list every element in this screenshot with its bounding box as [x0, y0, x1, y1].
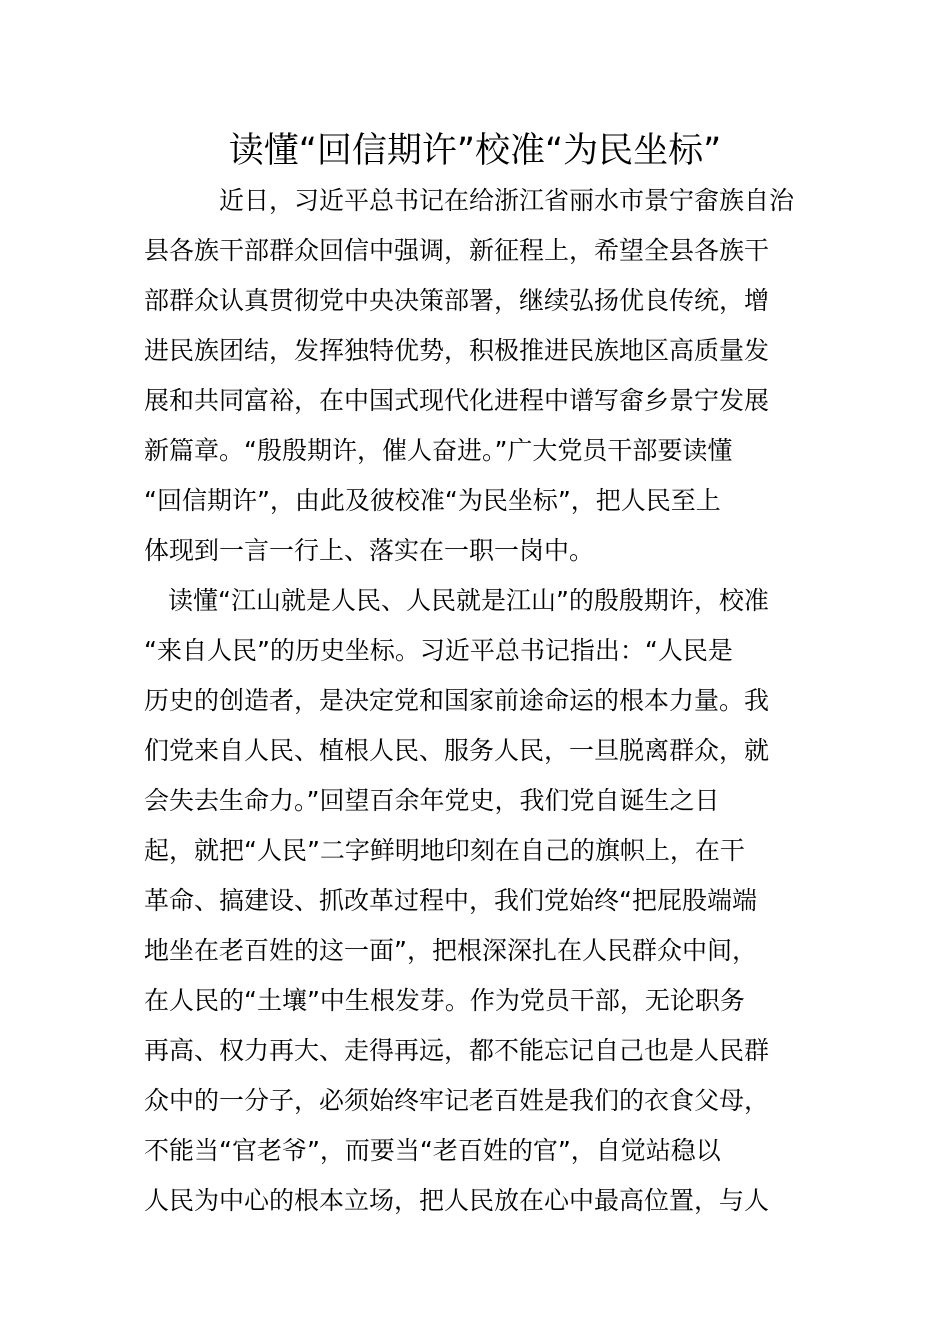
paragraph-2-line-6: 起，就把“人民”二字鲜明地印刻在自己的旗帜上，在干	[144, 836, 745, 865]
paragraph-1-line-3: 部群众认真贯彻党中央决策部署，继续弘扬优良传统，增	[144, 286, 770, 315]
paragraph-2-line-8: 地坐在老百姓的这一面”，把根深深扎在人民群众中间，	[144, 936, 757, 965]
paragraph-1-line-7: “回信期许”，由此及彼校准“为民坐标”，把人民至上	[144, 486, 721, 515]
paragraph-1-line-1: 近日，习近平总书记在给浙江省丽水市景宁畲族自治	[219, 186, 795, 215]
paragraph-2-line-5: 会失去生命力。”回望百余年党史，我们党自诞生之日	[144, 786, 720, 815]
paragraph-2-line-2: “来自人民”的历史坐标。习近平总书记指出：“人民是	[144, 636, 733, 665]
paragraph-2-line-3: 历史的创造者，是决定党和国家前途命运的根本力量。我	[144, 686, 770, 715]
paragraph-1-line-5: 展和共同富裕，在中国式现代化进程中谱写畲乡景宁发展	[144, 386, 770, 415]
paragraph-2-line-13: 人民为中心的根本立场，把人民放在心中最高位置，与人	[144, 1186, 770, 1215]
paragraph-1-line-6: 新篇章。“殷殷期许，催人奋进。”广大党员干部要读懂	[144, 436, 733, 465]
paragraph-2-line-10: 再高、权力再大、走得再远，都不能忘记自己也是人民群	[144, 1036, 770, 1065]
paragraph-1-line-8: 体现到一言一行上、落实在一职一岗中。	[144, 536, 595, 565]
paragraph-2-line-4: 们党来自人民、植根人民、服务人民，一旦脱离群众，就	[144, 736, 770, 765]
paragraph-2-line-1: 读懂“江山就是人民、人民就是江山”的殷殷期许，校准	[168, 586, 769, 615]
paragraph-2-line-11: 众中的一分子，必须始终牢记老百姓是我们的衣食父母，	[144, 1086, 770, 1115]
paragraph-2-line-9: 在人民的“土壤”中生根发芽。作为党员干部，无论职务	[144, 986, 745, 1015]
paragraph-2-line-12: 不能当“官老爷”，而要当“老百姓的官”，自觉站稳以	[144, 1136, 721, 1165]
document-title: 读懂“回信期许”校准“为民坐标”	[228, 131, 722, 171]
paragraph-1-line-4: 进民族团结，发挥独特优势，积极推进民族地区高质量发	[144, 336, 770, 365]
document-body	[144, 176, 808, 1226]
paragraph-2-line-7: 革命、搞建设、抓改革过程中，我们党始终“把屁股端端	[144, 886, 757, 915]
paragraph-1-line-2: 县各族干部群众回信中强调，新征程上，希望全县各族干	[144, 236, 770, 265]
